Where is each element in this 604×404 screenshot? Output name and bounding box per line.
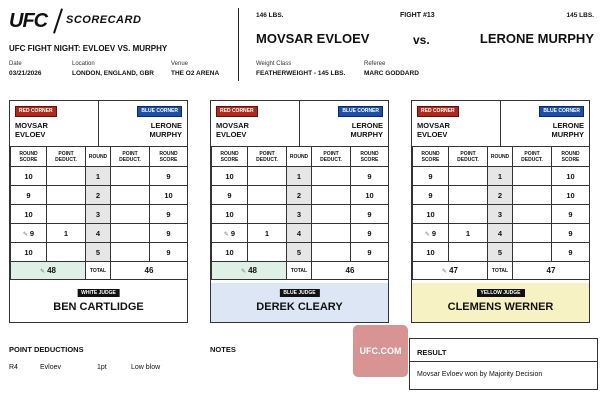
blue-point-deduct: [111, 205, 150, 224]
red-corner-name: [417, 121, 450, 139]
red-last-name: EVLOEV: [417, 130, 448, 139]
vs-label: vs.: [413, 33, 430, 47]
score-table: [10, 146, 188, 280]
red-point-deduct: [449, 205, 488, 224]
corner-divider: [299, 101, 300, 146]
blue-round-score: 9: [150, 243, 188, 262]
red-round-score: 9: [413, 167, 449, 186]
deduction-mark-icon: ✎: [223, 231, 229, 238]
header-red-round-score: ROUND SCORE: [212, 147, 248, 167]
header-blue-round-score: ROUND SCORE: [351, 147, 389, 167]
red-first-name: MOVSAR: [15, 121, 48, 130]
location-label: Location: [72, 61, 95, 67]
blue-last-name: MURPHY: [551, 130, 584, 139]
header-red-round-score: ROUND SCORE: [11, 147, 47, 167]
blue-total: 46: [345, 266, 355, 275]
red-total-cell: [413, 262, 488, 280]
red-point-deduct: [449, 243, 488, 262]
blue-round-score: 9: [351, 224, 389, 243]
blue-corner-tag: BLUE CORNER: [137, 106, 182, 117]
round-number: 3: [86, 205, 111, 224]
header-round: ROUND: [86, 147, 111, 167]
corner-header: [10, 101, 187, 147]
red-point-deduct: [248, 243, 287, 262]
red-round-score: 9: [11, 186, 47, 205]
red-total: 47: [449, 266, 458, 275]
judge-tag: WHITE JUDGE: [77, 289, 120, 297]
red-point-deduct: [449, 186, 488, 205]
blue-point-deduct: [513, 205, 552, 224]
blue-round-score: 10: [552, 186, 590, 205]
round-number: 5: [287, 243, 312, 262]
blue-round-score: 9: [351, 205, 389, 224]
round-row: [413, 186, 590, 205]
red-round-score: 9: [413, 186, 449, 205]
red-round-score: 10: [212, 167, 248, 186]
blue-point-deduct: [513, 243, 552, 262]
red-round-score: 10: [11, 243, 47, 262]
red-total-cell: [212, 262, 287, 280]
ufc-com-badge[interactable]: UFC.COM: [353, 325, 408, 377]
right-fighter-name: LERONE MURPHY: [479, 31, 594, 46]
round-number: 3: [488, 205, 513, 224]
round-row: [212, 167, 389, 186]
total-label: TOTAL: [86, 262, 111, 280]
judge-scorecard: [411, 100, 590, 323]
score-table-header: [212, 147, 389, 167]
blue-round-score: 9: [552, 243, 590, 262]
ufc-logo: UFC: [9, 10, 48, 32]
total-row: [11, 262, 188, 280]
deduction-reason: Low blow: [131, 364, 161, 371]
location-value: LONDON, ENGLAND, GBR: [72, 70, 154, 77]
red-point-deduct: [248, 186, 287, 205]
blue-first-name: LERONE: [552, 121, 584, 130]
blue-point-deduct: [111, 224, 150, 243]
red-point-deduct: [47, 205, 86, 224]
round-row: [413, 243, 590, 262]
judge-scorecard: [9, 100, 188, 323]
red-round-score: ✎ 9: [413, 224, 449, 243]
round-row: [11, 205, 188, 224]
red-round-score: 10: [11, 205, 47, 224]
red-corner-tag: RED CORNER: [417, 106, 459, 117]
scorecard-mark-icon: ✎: [40, 269, 46, 275]
judge-name: BEN CARTLIDGE: [53, 301, 144, 313]
round-number: 5: [86, 243, 111, 262]
score-table: [412, 146, 590, 280]
blue-point-deduct: [513, 224, 552, 243]
header-blue-round-score: ROUND SCORE: [552, 147, 590, 167]
judge-tag: YELLOW JUDGE: [476, 289, 524, 297]
blue-total: 46: [144, 266, 154, 275]
blue-point-deduct: [312, 224, 351, 243]
blue-last-name: MURPHY: [350, 130, 383, 139]
judge-tag: BLUE JUDGE: [279, 289, 319, 297]
scorecard-mark-icon: ✎: [442, 269, 448, 275]
red-round-score: ✎ 9: [212, 224, 248, 243]
blue-total-cell: [312, 262, 389, 280]
blue-point-deduct: [513, 167, 552, 186]
corner-header: [211, 101, 388, 147]
venue-value: THE O2 ARENA: [171, 70, 220, 77]
header-round: ROUND: [287, 147, 312, 167]
red-point-deduct: 1: [248, 224, 287, 243]
blue-total: 47: [546, 266, 556, 275]
blue-point-deduct: [312, 167, 351, 186]
header-red-round-score: ROUND SCORE: [413, 147, 449, 167]
venue-label: Venue: [171, 61, 189, 67]
blue-point-deduct: [312, 205, 351, 224]
blue-point-deduct: [513, 186, 552, 205]
red-last-name: EVLOEV: [15, 130, 46, 139]
corner-header: [412, 101, 589, 147]
round-number: 2: [488, 186, 513, 205]
blue-point-deduct: [111, 167, 150, 186]
round-row: [212, 205, 389, 224]
round-row: [413, 167, 590, 186]
referee-value: MARC GODDARD: [364, 70, 419, 77]
round-row: [11, 186, 188, 205]
blue-corner-name: [350, 121, 383, 139]
judge-area: [412, 283, 589, 322]
red-corner-name: [216, 121, 249, 139]
result-divider: [410, 361, 597, 362]
result-box: [409, 338, 598, 390]
header-blue-point-deduct: POINT DEDUCT.: [312, 147, 351, 167]
blue-round-score: 9: [552, 224, 590, 243]
blue-corner-name: [149, 121, 182, 139]
red-first-name: MOVSAR: [417, 121, 450, 130]
blue-first-name: LERONE: [351, 121, 383, 130]
blue-point-deduct: [312, 186, 351, 205]
blue-round-score: 9: [351, 167, 389, 186]
total-label: TOTAL: [287, 262, 312, 280]
total-row: [212, 262, 389, 280]
round-number: 1: [287, 167, 312, 186]
date-value: 03/21/2026: [9, 70, 42, 77]
blue-corner-name: [551, 121, 584, 139]
blue-corner-tag: BLUE CORNER: [539, 106, 584, 117]
logo-divider: [53, 8, 63, 33]
deduction-mark-icon: ✎: [22, 231, 28, 238]
total-label: TOTAL: [488, 262, 513, 280]
deduction-amount: 1pt: [97, 364, 107, 371]
red-last-name: EVLOEV: [216, 130, 247, 139]
round-number: 1: [488, 167, 513, 186]
point-deductions-title: POINT DEDUCTIONS: [9, 345, 84, 354]
result-text: Movsar Evloev won by Majority Decision: [417, 371, 543, 378]
weight-class-label: Weight Class: [256, 61, 292, 67]
red-point-deduct: 1: [449, 224, 488, 243]
header-red-point-deduct: POINT DEDUCT.: [248, 147, 287, 167]
header-red-point-deduct: POINT DEDUCT.: [449, 147, 488, 167]
red-corner-name: [15, 121, 48, 139]
round-row: [413, 205, 590, 224]
red-first-name: MOVSAR: [216, 121, 249, 130]
blue-point-deduct: [111, 243, 150, 262]
red-point-deduct: 1: [47, 224, 86, 243]
blue-corner-tag: BLUE CORNER: [338, 106, 383, 117]
judge-area: [211, 283, 388, 322]
round-row: [11, 243, 188, 262]
deduction-fighter: Evloev: [40, 364, 62, 371]
header-divider: [238, 8, 239, 81]
round-row: [11, 224, 188, 243]
blue-first-name: LERONE: [150, 121, 182, 130]
round-number: 2: [86, 186, 111, 205]
round-number: 2: [287, 186, 312, 205]
blue-round-score: 9: [150, 167, 188, 186]
red-total: 48: [47, 266, 56, 275]
blue-round-score: 9: [150, 205, 188, 224]
deduction-mark-icon: ✎: [424, 231, 430, 238]
blue-last-name: MURPHY: [149, 130, 182, 139]
blue-round-score: 9: [552, 205, 590, 224]
judge-scorecard: [210, 100, 389, 323]
round-row: [11, 167, 188, 186]
scorecard-mark-icon: ✎: [241, 269, 247, 275]
round-row: [212, 186, 389, 205]
red-point-deduct: [47, 243, 86, 262]
red-point-deduct: [248, 167, 287, 186]
left-fighter-name: MOVSAR EVLOEV: [256, 31, 370, 46]
round-number: 1: [86, 167, 111, 186]
red-point-deduct: [47, 186, 86, 205]
red-round-score: 10: [212, 243, 248, 262]
scorecard-subtitle: SCORECARD: [66, 14, 142, 26]
score-table: [211, 146, 389, 280]
round-number: 3: [287, 205, 312, 224]
total-row: [413, 262, 590, 280]
date-label: Date: [9, 61, 22, 67]
red-point-deduct: [47, 167, 86, 186]
red-corner-tag: RED CORNER: [15, 106, 57, 117]
header-blue-point-deduct: POINT DEDUCT.: [513, 147, 552, 167]
event-title: UFC FIGHT NIGHT: EVLOEV VS. MURPHY: [9, 44, 168, 53]
blue-total-cell: [111, 262, 188, 280]
header-blue-point-deduct: POINT DEDUCT.: [111, 147, 150, 167]
round-number: 5: [488, 243, 513, 262]
red-total: 48: [248, 266, 257, 275]
blue-round-score: 9: [351, 243, 389, 262]
round-number: 4: [488, 224, 513, 243]
right-fighter-weight: 145 LBS.: [566, 12, 594, 19]
red-round-score: 10: [413, 205, 449, 224]
round-row: [212, 243, 389, 262]
judge-name: CLEMENS WERNER: [447, 301, 554, 313]
fight-number: FIGHT #13: [400, 12, 435, 19]
round-row: [413, 224, 590, 243]
corner-divider: [98, 101, 99, 146]
blue-round-score: 10: [150, 186, 188, 205]
score-table-header: [413, 147, 590, 167]
header-round: ROUND: [488, 147, 513, 167]
blue-round-score: 10: [552, 167, 590, 186]
header-blue-round-score: ROUND SCORE: [150, 147, 188, 167]
deduction-round: R4: [9, 364, 18, 371]
blue-point-deduct: [111, 186, 150, 205]
red-round-score: 10: [212, 205, 248, 224]
blue-total-cell: [513, 262, 590, 280]
red-point-deduct: [449, 167, 488, 186]
red-round-score: ✎ 9: [11, 224, 47, 243]
header-red-point-deduct: POINT DEDUCT.: [47, 147, 86, 167]
round-row: [212, 224, 389, 243]
red-round-score: 10: [11, 167, 47, 186]
score-table-header: [11, 147, 188, 167]
round-number: 4: [287, 224, 312, 243]
red-round-score: 10: [413, 243, 449, 262]
round-number: 4: [86, 224, 111, 243]
corner-divider: [500, 101, 501, 146]
blue-round-score: 10: [351, 186, 389, 205]
left-fighter-weight: 146 LBS.: [256, 12, 284, 19]
judge-name: DEREK CLEARY: [256, 301, 343, 313]
result-title: RESULT: [417, 348, 447, 357]
referee-label: Referee: [364, 61, 386, 67]
red-corner-tag: RED CORNER: [216, 106, 258, 117]
notes-title: NOTES: [210, 345, 236, 354]
red-total-cell: [11, 262, 86, 280]
weight-class-value: FEATHERWEIGHT - 145 LBS.: [256, 70, 346, 77]
red-point-deduct: [248, 205, 287, 224]
red-round-score: 9: [212, 186, 248, 205]
blue-point-deduct: [312, 243, 351, 262]
blue-round-score: 9: [150, 224, 188, 243]
judge-area: [10, 283, 187, 322]
